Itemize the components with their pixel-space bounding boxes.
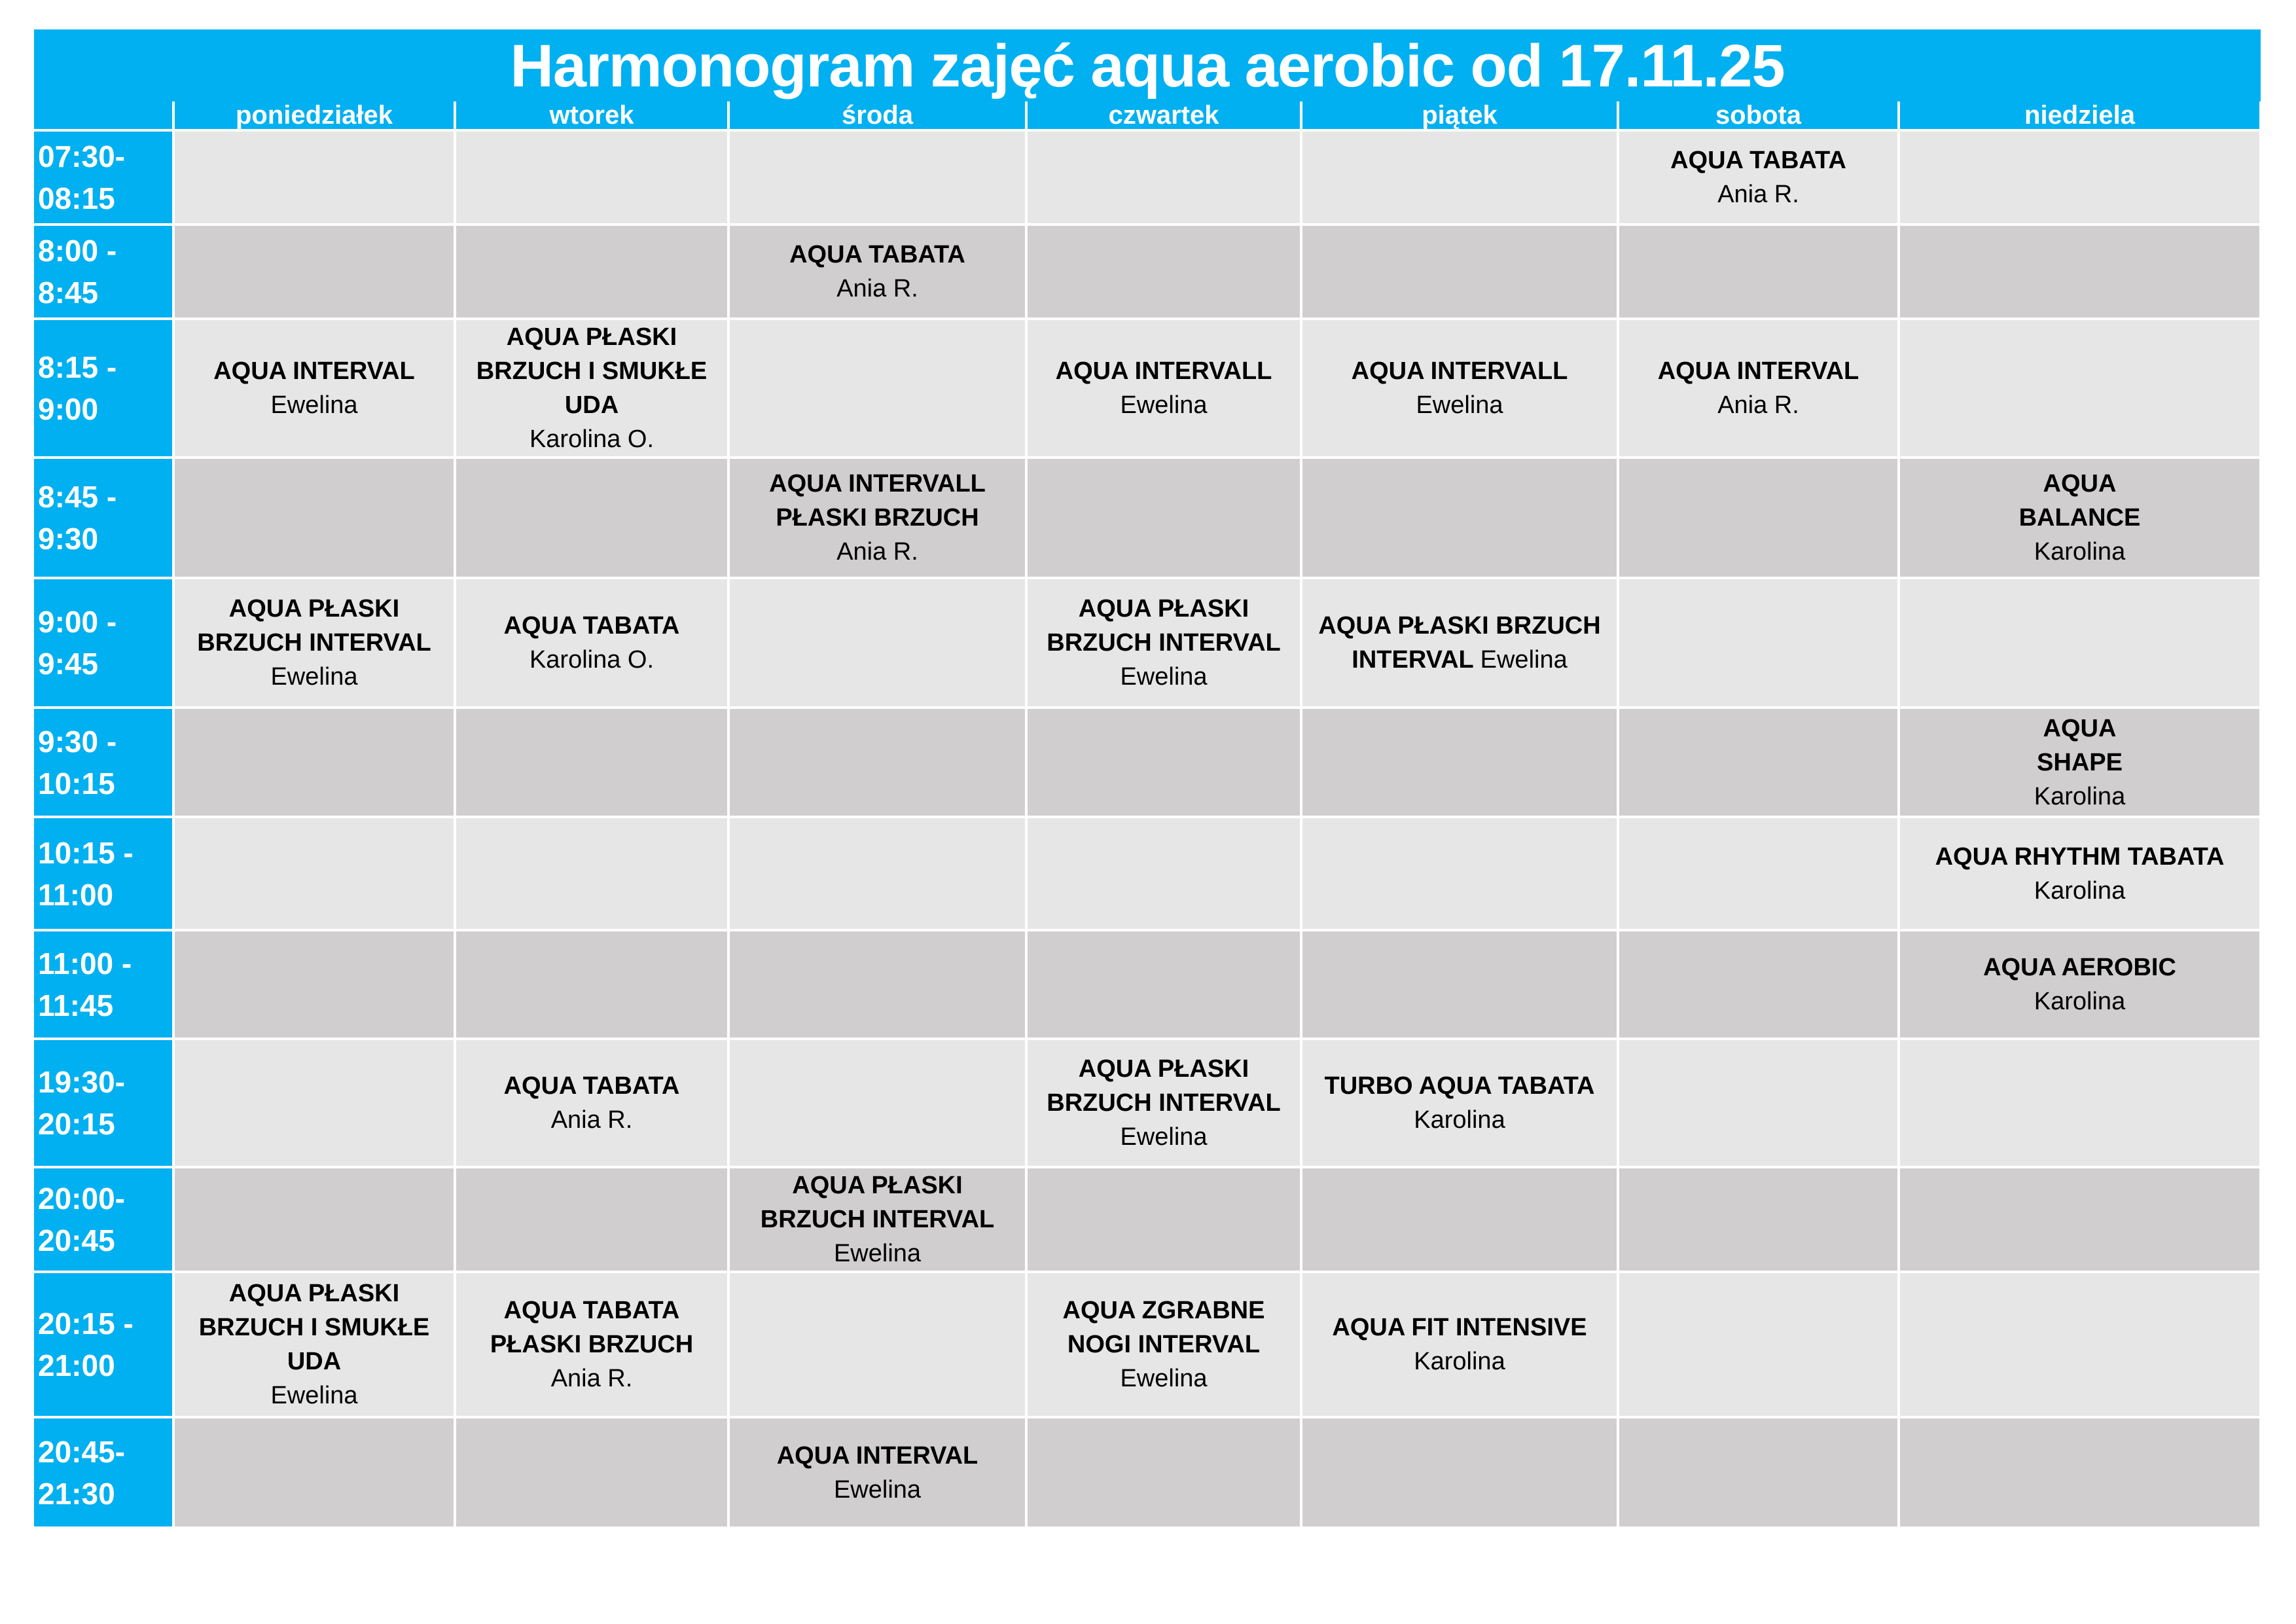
class-name-text: UDA [564, 391, 619, 419]
class-name-text: BALANCE [2018, 504, 2141, 532]
time-slot-label [34, 578, 173, 708]
class-name-line [456, 609, 727, 643]
time-line: 11:00 - [38, 947, 132, 981]
empty-cell [455, 1417, 728, 1528]
instructor-name: Ewelina [1120, 1365, 1208, 1392]
class-name-line [1900, 712, 2259, 746]
empty-cell [1899, 1039, 2261, 1167]
time-line: 10:15 [38, 766, 115, 801]
time-slot-label [34, 1417, 173, 1528]
class-name-text: AQUA PŁASKI [1078, 1055, 1249, 1083]
empty-cell [728, 319, 1026, 458]
empty-cell [173, 458, 455, 578]
class-name-line [175, 354, 454, 388]
instructor-name: Ewelina [270, 663, 358, 691]
time-slot-row [34, 1417, 2261, 1528]
class-name-text: BRZUCH INTERVAL [760, 1206, 995, 1233]
empty-cell [1899, 1167, 2261, 1272]
schedule-sheet [34, 29, 2261, 1529]
class-cell [455, 1039, 728, 1167]
empty-cell [1026, 1167, 1301, 1272]
time-slot-row [34, 1272, 2261, 1417]
day-header-6: niedziela [1899, 101, 2261, 130]
class-name-line [1302, 354, 1617, 388]
empty-cell [173, 708, 455, 817]
time-line: 8:45 [38, 276, 99, 310]
empty-cell [1026, 458, 1301, 578]
class-cell [1301, 1272, 1618, 1417]
empty-cell [1618, 1272, 1899, 1417]
time-slot-row [34, 225, 2261, 319]
instructor-name: Ewelina [1120, 391, 1208, 419]
instructor-name: Ewelina [1480, 646, 1568, 674]
empty-cell [1301, 130, 1618, 225]
instructor-name: Karolina [2034, 782, 2126, 810]
schedule-table [34, 101, 2262, 1529]
time-line: 11:00 [38, 877, 114, 912]
day-header-1: wtorek [455, 101, 728, 130]
instructor-name: Ania R. [550, 1365, 633, 1392]
class-name-text: AQUA TABATA [1670, 147, 1846, 174]
time-slot-row [34, 1167, 2261, 1272]
empty-cell [728, 1272, 1026, 1417]
empty-cell [455, 1167, 728, 1272]
time-slot-label [34, 930, 173, 1039]
time-line: 20:45 [38, 1223, 115, 1257]
time-line: 11:45 [38, 988, 114, 1022]
empty-cell [1301, 1167, 1618, 1272]
empty-cell [1301, 1417, 1618, 1528]
class-name-line [1900, 950, 2259, 984]
time-slot-row [34, 817, 2261, 930]
instructor-name: Ewelina [270, 1382, 358, 1409]
class-cell [1301, 1039, 1618, 1167]
class-cell [1026, 1272, 1301, 1417]
empty-cell [1026, 930, 1301, 1039]
class-name-line [456, 354, 727, 388]
time-slot-label [34, 1272, 173, 1417]
time-slot-label [34, 1167, 173, 1272]
instructor-name: Karolina [1414, 1348, 1505, 1375]
class-name-line [175, 1276, 454, 1310]
time-line: 08:15 [38, 181, 115, 215]
empty-cell [728, 708, 1026, 817]
empty-cell [455, 817, 728, 930]
empty-cell [455, 708, 728, 817]
time-slot-row [34, 1039, 2261, 1167]
class-name-text: AQUA INTERVALL [769, 470, 986, 497]
class-cell [728, 458, 1026, 578]
instructor-name: Karolina [2034, 988, 2126, 1015]
class-name-line [1900, 746, 2259, 780]
empty-cell [1301, 817, 1618, 930]
empty-cell [1301, 458, 1618, 578]
time-slot-row [34, 319, 2261, 458]
time-slot-label [34, 1039, 173, 1167]
class-name-line [175, 1310, 454, 1344]
class-cell [455, 1272, 728, 1417]
class-cell [1301, 578, 1618, 708]
class-name-line [1900, 840, 2259, 874]
empty-cell [728, 578, 1026, 708]
empty-cell [728, 930, 1026, 1039]
instructor-name: Karolina [2034, 538, 2126, 566]
class-cell [1899, 930, 2261, 1039]
instructor-name: Karolina [1414, 1106, 1505, 1134]
class-name-line [456, 388, 727, 422]
time-line: 8:00 - [38, 234, 117, 268]
class-name-line [456, 1327, 727, 1362]
class-name-line [175, 592, 454, 626]
class-name-line [1302, 643, 1617, 677]
empty-cell [1026, 1417, 1301, 1528]
class-cell [1026, 1039, 1301, 1167]
class-name-line [1619, 143, 1897, 177]
empty-cell [173, 930, 455, 1039]
class-name-line [1028, 354, 1300, 388]
class-cell [455, 578, 728, 708]
class-name-line [1302, 609, 1617, 643]
class-name-line [730, 1439, 1025, 1473]
instructor-name: Ania R. [1717, 181, 1799, 208]
class-name-line [1028, 592, 1300, 626]
empty-cell [455, 458, 728, 578]
time-slot-row [34, 708, 2261, 817]
instructor-name: Karolina O. [529, 425, 655, 453]
class-name-text: AQUA INTERVAL [213, 357, 415, 385]
class-name-text: AQUA INTERVALL [1055, 357, 1272, 385]
empty-cell [1026, 708, 1301, 817]
empty-cell [1618, 1039, 1899, 1167]
time-slot-label [34, 458, 173, 578]
class-name-text: PŁASKI BRZUCH [490, 1331, 694, 1358]
class-cell [1026, 578, 1301, 708]
empty-cell [1618, 817, 1899, 930]
instructor-name: Karolina [2034, 876, 2126, 905]
time-slot-label [34, 130, 173, 225]
class-name-text: AQUA AEROBIC [1983, 954, 2176, 981]
instructor-name: Ania R. [550, 1106, 633, 1134]
empty-cell [173, 1167, 455, 1272]
class-name-text: AQUA TABATA [789, 241, 965, 268]
class-name-text: AQUA PŁASKI [228, 1280, 400, 1307]
time-line: 8:45 - [38, 480, 117, 514]
empty-cell [1899, 319, 2261, 458]
class-name-text: AQUA [2043, 470, 2117, 497]
class-name-text: AQUA PŁASKI BRZUCH [1318, 612, 1601, 640]
time-line: 21:00 [38, 1348, 115, 1382]
empty-cell [173, 1039, 455, 1167]
class-name-text: BRZUCH INTERVAL [197, 629, 431, 657]
class-cell [1618, 130, 1899, 225]
class-name-text: PŁASKI BRZUCH [776, 504, 979, 532]
empty-cell [1618, 1417, 1899, 1528]
empty-cell [728, 1039, 1026, 1167]
class-name-text: BRZUCH INTERVAL [1047, 629, 1281, 657]
class-name-line [730, 1202, 1025, 1236]
time-slot-row [34, 578, 2261, 708]
class-name-text: SHAPE [2037, 748, 2123, 776]
class-name-text: AQUA TABATA [503, 612, 680, 640]
empty-cell [1618, 1167, 1899, 1272]
empty-cell [1899, 130, 2261, 225]
time-slot-label [34, 817, 173, 930]
schedule-title: Harmonogram zajęć aqua aerobic od 17.11.25 [34, 29, 2261, 101]
class-cell [455, 319, 728, 458]
class-name-text: BRZUCH INTERVAL [1047, 1089, 1281, 1117]
empty-cell [728, 130, 1026, 225]
empty-cell [1026, 225, 1301, 319]
class-name-text: NOGI INTERVAL [1067, 1331, 1261, 1358]
time-line: 9:30 [38, 522, 99, 556]
empty-cell [1618, 225, 1899, 319]
class-name-text: AQUA PŁASKI [792, 1172, 963, 1199]
time-line: 19:30- [38, 1065, 125, 1099]
empty-cell [1618, 458, 1899, 578]
class-cell [728, 1167, 1026, 1272]
time-line: 20:15 [38, 1107, 115, 1141]
class-name-line [1302, 1310, 1617, 1344]
class-name-line [1028, 1327, 1300, 1362]
class-name-line [456, 1069, 727, 1103]
time-line: 9:30 - [38, 724, 117, 759]
time-line: 20:45- [38, 1434, 125, 1469]
class-name-line [175, 1344, 454, 1379]
time-line: 9:00 [38, 392, 99, 426]
time-line: 9:00 - [38, 605, 117, 639]
class-name-line [1900, 467, 2259, 501]
class-name-text: AQUA INTERVAL [776, 1441, 978, 1470]
empty-cell [1618, 578, 1899, 708]
class-name-line [730, 1168, 1025, 1202]
time-slot-row [34, 458, 2261, 578]
day-header-3: czwartek [1026, 101, 1301, 130]
class-name-text: AQUA TABATA [503, 1297, 680, 1324]
class-name-line [730, 238, 1025, 272]
empty-cell [1899, 578, 2261, 708]
class-cell [173, 1272, 455, 1417]
class-name-line [1028, 1293, 1300, 1327]
time-line: 07:30- [38, 139, 125, 173]
class-cell [1899, 817, 2261, 930]
empty-cell [173, 817, 455, 930]
empty-cell [728, 817, 1026, 930]
empty-cell [1301, 930, 1618, 1039]
class-cell [728, 1417, 1026, 1528]
empty-cell [173, 1417, 455, 1528]
empty-cell [1618, 930, 1899, 1039]
day-header-2: środa [728, 101, 1026, 130]
time-slot-label [34, 319, 173, 458]
time-line: 9:45 [38, 647, 99, 681]
class-name-text: AQUA RHYTHM TABATA [1935, 842, 2225, 871]
class-name-line [730, 501, 1025, 535]
empty-cell [1618, 708, 1899, 817]
class-name-text: UDA [287, 1348, 342, 1375]
class-name-text: BRZUCH I SMUKŁE [198, 1314, 430, 1341]
class-name-text: AQUA FIT INTENSIVE [1332, 1314, 1587, 1341]
class-cell [1899, 708, 2261, 817]
class-cell [1026, 319, 1301, 458]
corner-cell [34, 101, 173, 130]
instructor-name: Ania R. [836, 538, 918, 566]
day-header-4: piątek [1301, 101, 1618, 130]
instructor-name: Ewelina [270, 391, 358, 419]
class-name-text: AQUA PŁASKI [1078, 595, 1249, 623]
day-header-5: sobota [1618, 101, 1899, 130]
instructor-name: Karolina O. [529, 646, 655, 674]
class-name-text: AQUA [2043, 714, 2117, 742]
empty-cell [1026, 130, 1301, 225]
instructor-name: Ewelina [833, 1240, 922, 1267]
empty-cell [1301, 708, 1618, 817]
time-slot-label [34, 225, 173, 319]
empty-cell [1899, 225, 2261, 319]
time-slot-row [34, 930, 2261, 1039]
empty-cell [1899, 1272, 2261, 1417]
class-cell [728, 225, 1026, 319]
class-name-line [1302, 1069, 1617, 1103]
instructor-name: Ewelina [1120, 1123, 1208, 1151]
class-name-line [1028, 1052, 1300, 1086]
empty-cell [1899, 1417, 2261, 1528]
empty-cell [455, 930, 728, 1039]
day-header-0: poniedziałek [173, 101, 455, 130]
class-name-text: AQUA PŁASKI [228, 595, 400, 623]
time-line: 10:15 - [38, 835, 134, 870]
class-cell [1618, 319, 1899, 458]
class-name-line [456, 320, 727, 354]
time-line: 20:00- [38, 1182, 125, 1216]
instructor-name: Ewelina [1416, 391, 1503, 419]
time-line: 8:15 - [38, 350, 117, 384]
empty-cell [455, 130, 728, 225]
class-name-text: AQUA INTERVALL [1351, 357, 1568, 385]
class-cell [173, 578, 455, 708]
class-cell [173, 319, 455, 458]
class-name-text: AQUA ZGRABNE [1062, 1297, 1265, 1324]
instructor-name: Ania R. [1717, 391, 1799, 419]
class-name-text: AQUA TABATA [503, 1072, 680, 1100]
class-name-text: INTERVAL [1352, 646, 1474, 674]
class-name-line [175, 626, 454, 660]
empty-cell [1026, 817, 1301, 930]
instructor-name: Ewelina [1120, 663, 1208, 691]
instructor-name: Ania R. [836, 275, 918, 302]
class-name-line [1028, 626, 1300, 660]
empty-cell [173, 225, 455, 319]
class-name-line [730, 467, 1025, 501]
empty-cell [173, 130, 455, 225]
instructor-name: Ewelina [833, 1475, 922, 1504]
class-name-text: AQUA INTERVAL [1657, 357, 1859, 385]
time-line: 21:30 [38, 1476, 115, 1511]
empty-cell [455, 225, 728, 319]
time-line: 20:15 - [38, 1307, 134, 1341]
class-name-text: BRZUCH I SMUKŁE [476, 357, 708, 385]
day-header-row [34, 101, 2261, 130]
class-cell [1301, 319, 1618, 458]
class-name-line [1028, 1086, 1300, 1120]
time-slot-label [34, 708, 173, 817]
class-name-text: TURBO AQUA TABATA [1324, 1072, 1595, 1100]
class-name-line [1619, 354, 1897, 388]
time-slot-row [34, 130, 2261, 225]
class-name-line [456, 1293, 727, 1327]
class-cell [1899, 458, 2261, 578]
class-name-text: AQUA PŁASKI [506, 323, 677, 351]
class-name-line [1900, 501, 2259, 535]
empty-cell [1301, 225, 1618, 319]
